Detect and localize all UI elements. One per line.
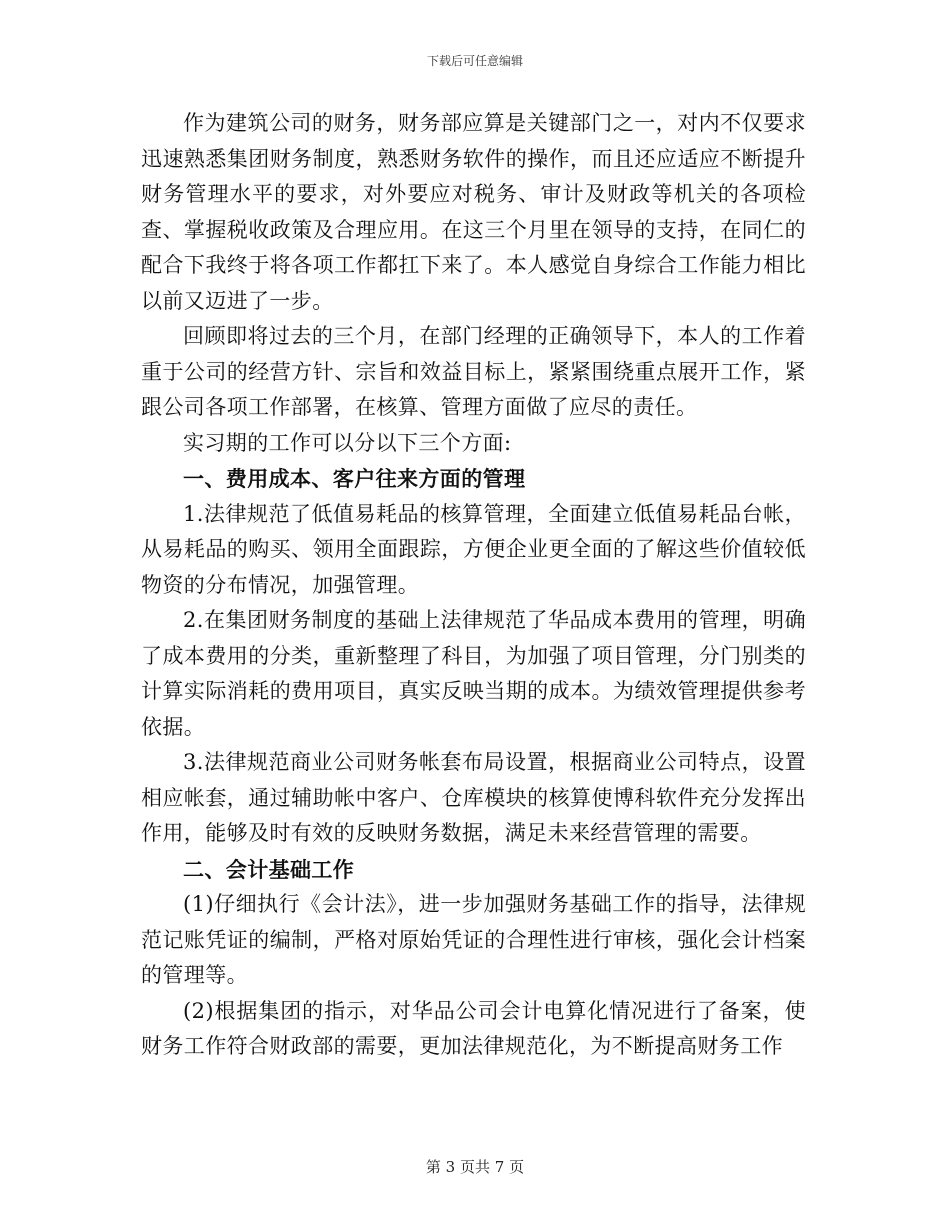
paragraph-sub-2: (2)根据集团的指示，对华品公司会计电算化情况进行了备案，使财务工作符合财政部的需要，更加法律规范化，为不断提高财务工作 (141, 998, 806, 1058)
section-heading-accounting-basics: 二、会计基础工作 (183, 856, 355, 882)
section-heading-cost-management: 一、费用成本、客户往来方面的管理 (183, 466, 526, 491)
paragraph-item-3: 3.法律规范商业公司财务帐套布局设置，根据商业公司特点，设置相应帐套，通过辅助帐中客户、仓库模块的核算使博科软件充分发挥出作用，能够及时有效的反映财务数据，满足未来经营管理的需要。 (141, 750, 806, 845)
document-body (141, 106, 806, 1065)
paragraph-item-1: 1.法律规范了低值易耗品的核算管理，全面建立低值易耗品台帐，从易耗品的购买、领用全面跟踪，方便企业更全面的了解这些价值较低物资的分布情况，加强管理。 (141, 501, 806, 597)
paragraph-item-2: 2.在集团财务制度的基础上法律规范了华品成本费用的管理，明确了成本费用的分类，重新整理了科目，为加强了项目管理，分门别类的计算实际消耗的费用项目，真实反映当期的成本。为绩效管理提供参考依据。 (141, 608, 806, 739)
paragraph-intro: 作为建筑公司的财务，财务部应算是关键部门之一，对内不仅要求迅速熟悉集团财务制度，熟悉财务软件的操作，而且还应适应不断提升财务管理水平的要求，对外要应对税务、审计及财政等机关的各项检查、掌握税收政策及合理应用。在这三个月里在领导的支持，在同仁的配合下我终于将各项工作都扛下来了。本人感觉自身综合工作能力相比以前又迈进了一步。 (141, 111, 806, 313)
paragraph-review: 回顾即将过去的三个月，在部门经理的正确领导下，本人的工作着重于公司的经营方针、宗旨和效益目标上，紧紧围绕重点展开工作，紧跟公司各项工作部署，在核算、管理方面做了应尽的责任。 (141, 324, 806, 419)
paragraph-sub-1: (1)仔细执行《会计法》，进一步加强财务基础工作的指导，法律规范记账凭证的编制，严格对原始凭证的合理性进行审核，强化会计档案的管理等。 (141, 892, 806, 987)
paragraph-aspects: 实习期的工作可以分以下三个方面: (183, 430, 512, 455)
page-number: 第 3 页共 7 页 (425, 1158, 525, 1176)
header-note: 下载后可任意编辑 (426, 54, 523, 68)
